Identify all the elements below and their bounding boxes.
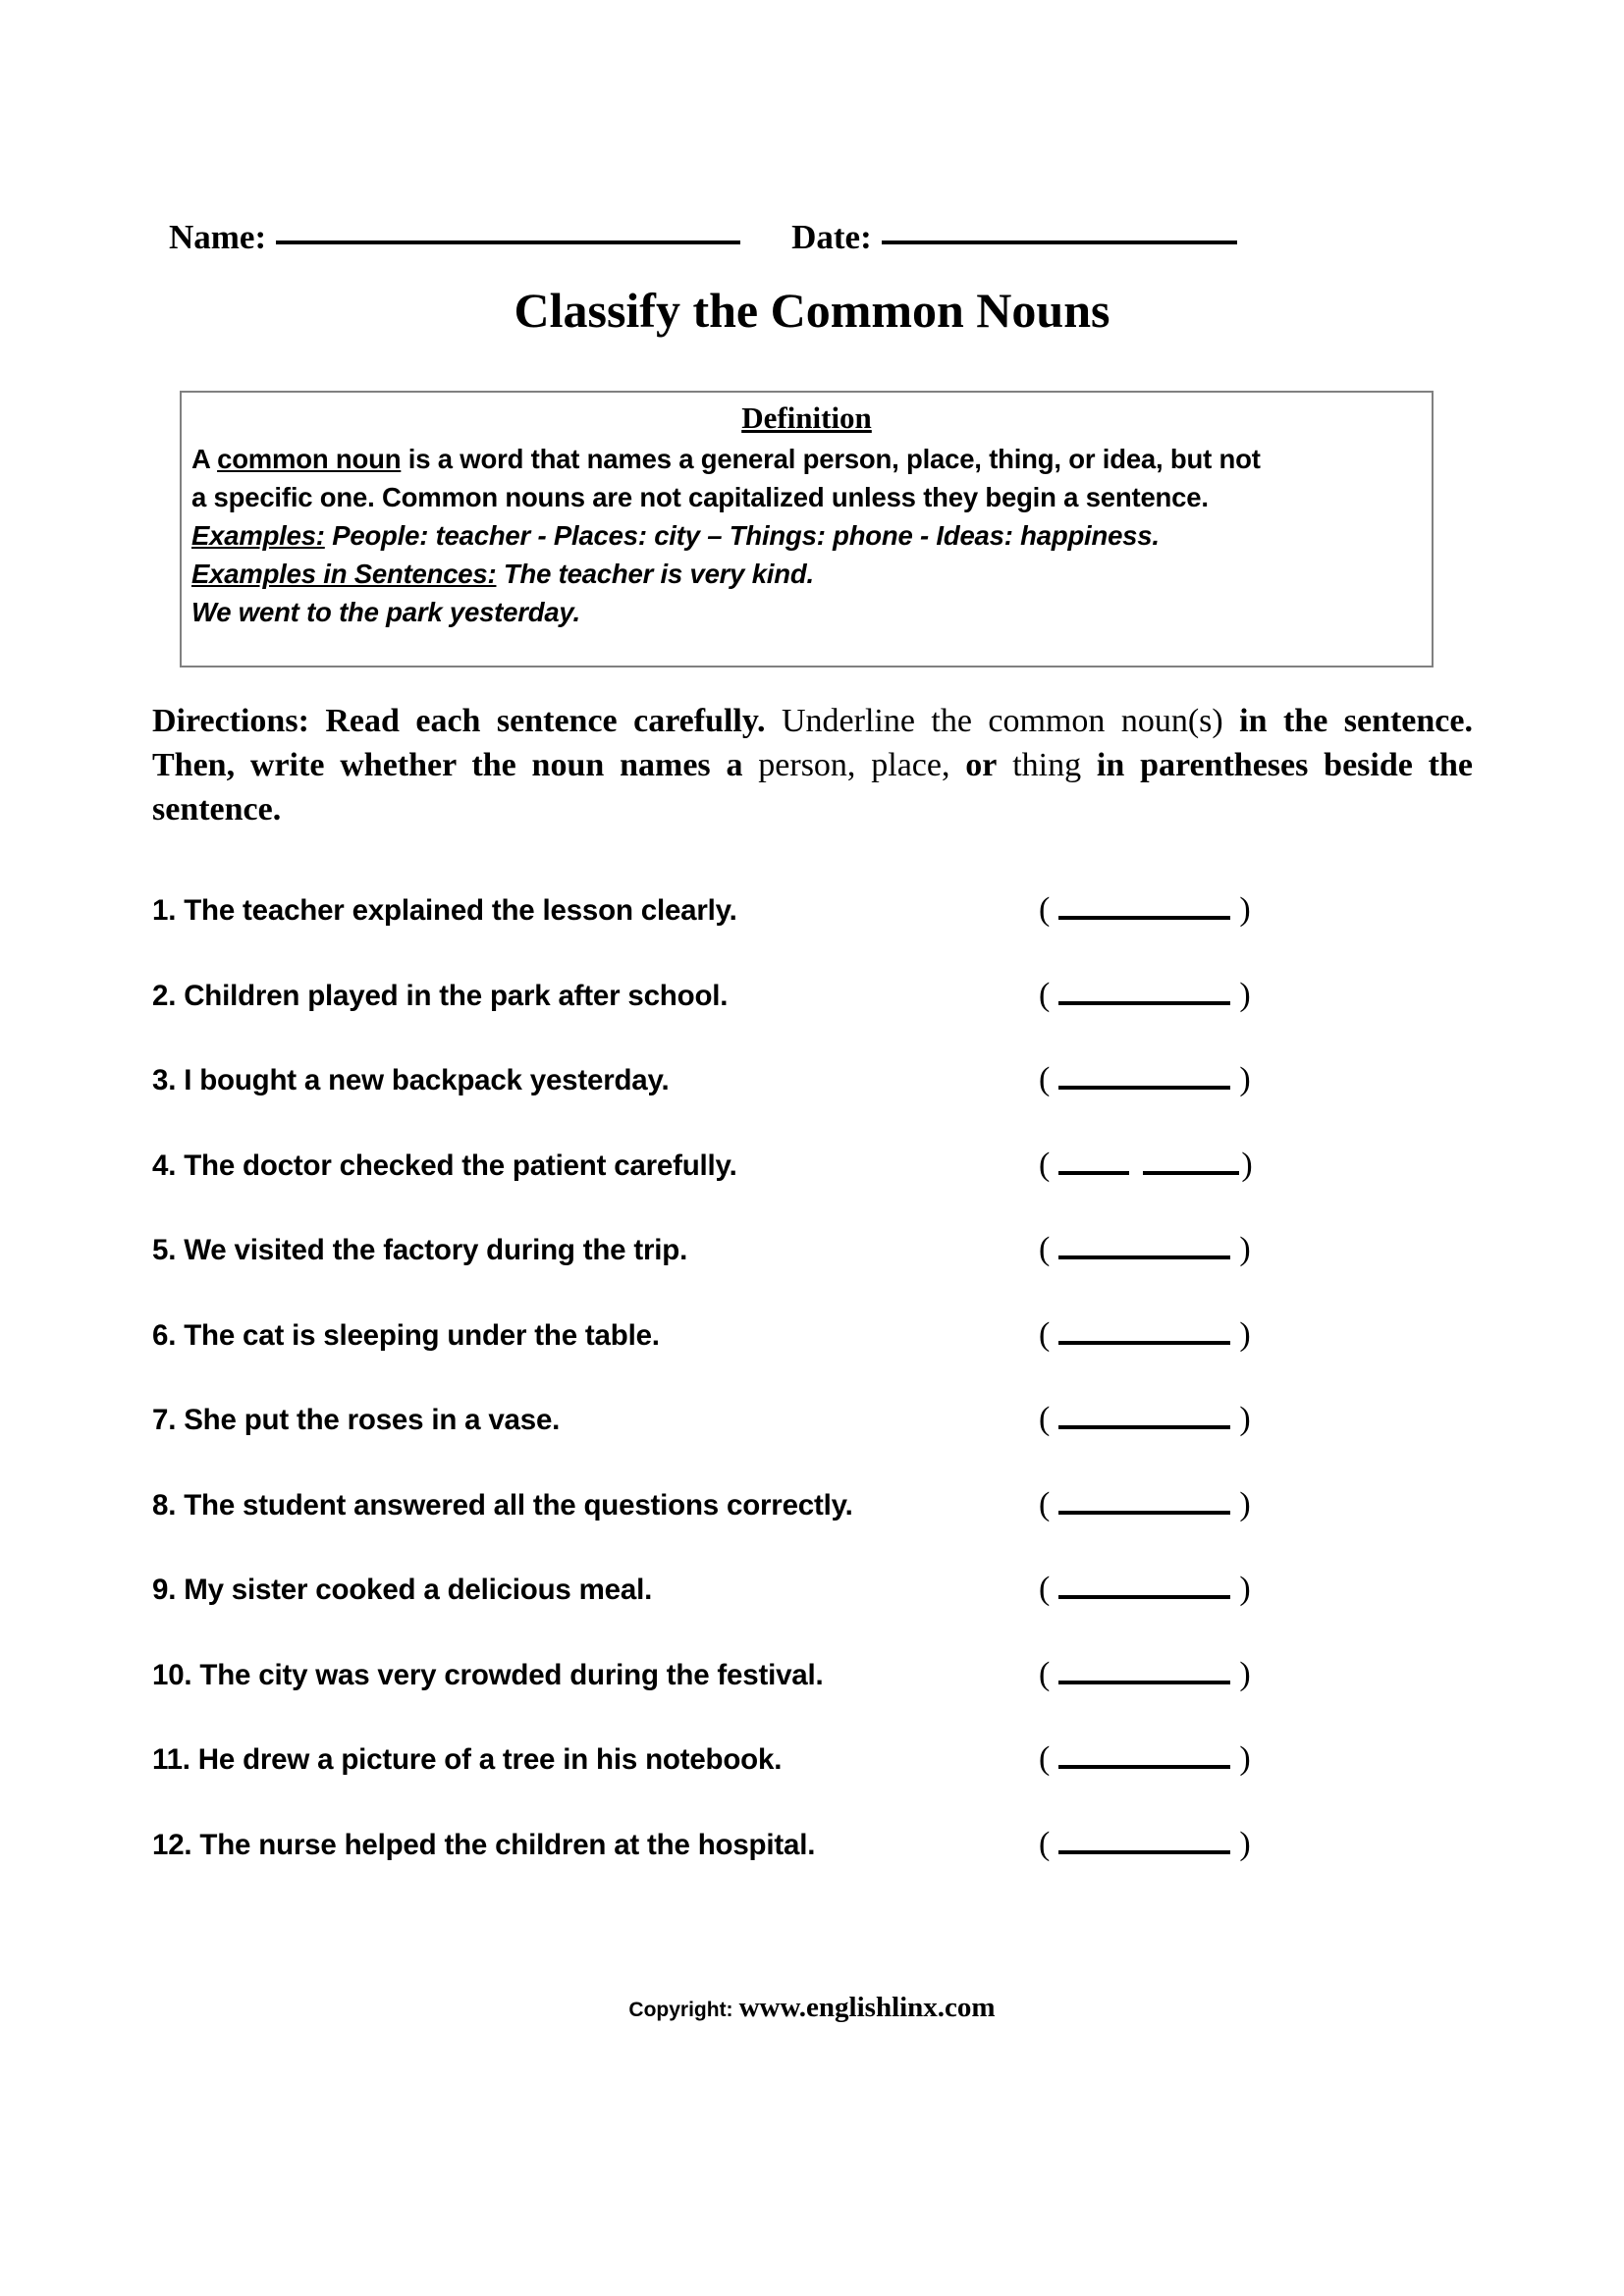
question-row (152, 1571, 1478, 1656)
answer-blank[interactable] (1039, 1316, 1251, 1353)
answer-blank[interactable] (1039, 1740, 1251, 1777)
page-title: Classify the Common Nouns (514, 283, 1110, 338)
answer-blank[interactable] (1039, 1826, 1251, 1862)
definition-line-2: a specific one. Common nouns are not capitalized unless they begin a sentence. (191, 481, 1209, 512)
answer-blank[interactable] (1039, 1486, 1251, 1522)
open-paren: ( (1039, 976, 1051, 1013)
directions-bold-2: in the sentence. Then, write whether the noun names a (152, 703, 1473, 784)
answer-write-line[interactable] (1058, 1741, 1230, 1769)
answer-write-line[interactable] (1058, 978, 1230, 1005)
question-text: 4. The doctor checked the patient carefully. (152, 1148, 737, 1182)
question-text: 11. He drew a picture of a tree in his notebook. (152, 1743, 783, 1776)
copyright-url: www.englishlinx.com (738, 1992, 996, 2023)
examples-text: People: teacher - Places: city – Things: phone - Ideas: happiness. (324, 519, 1160, 551)
definition-heading: Definition (741, 400, 872, 435)
answer-blank[interactable] (1039, 1401, 1251, 1437)
answer-blank[interactable] (1039, 1231, 1251, 1267)
definition-sentences-line (191, 555, 1422, 593)
question-text: 5. We visited the factory during the trip. (152, 1234, 688, 1266)
questions-list (152, 891, 1478, 1910)
question-row (152, 1401, 1478, 1486)
close-paren: ) (1239, 1740, 1251, 1777)
open-paren: ( (1039, 1485, 1051, 1522)
open-paren: ( (1039, 1061, 1051, 1097)
open-paren: ( (1039, 1825, 1051, 1862)
question-row (152, 1231, 1478, 1316)
answer-write-line[interactable] (1058, 1062, 1230, 1090)
directions-bold-3: or (949, 747, 998, 784)
question-row (152, 1740, 1478, 1826)
definition-line1-pre: A (191, 443, 218, 474)
question-text: 8. The student answered all the questions correctly. (152, 1488, 853, 1522)
date-write-line[interactable] (882, 240, 1237, 244)
directions-bold-4: in parentheses beside the sentence. (152, 747, 1473, 828)
question-row (152, 1316, 1478, 1402)
answer-write-line[interactable] (1058, 1402, 1230, 1429)
open-paren: ( (1039, 1740, 1051, 1777)
question-row (152, 1826, 1478, 1911)
directions-regular-3: thing (997, 747, 1082, 784)
question-text: 2. Children played in the park after school. (152, 979, 729, 1012)
close-paren: ) (1239, 976, 1251, 1013)
answer-write-line[interactable] (1143, 1148, 1239, 1175)
directions-regular-1: Underline the common noun(s) (765, 703, 1223, 739)
definition-box (180, 391, 1434, 667)
close-paren: ) (1239, 1231, 1251, 1267)
close-paren: ) (1239, 1401, 1251, 1437)
answer-write-line[interactable] (1058, 1487, 1230, 1515)
answer-write-line[interactable] (1058, 1232, 1230, 1259)
answer-write-line[interactable] (1058, 892, 1230, 920)
answer-blank[interactable] (1039, 1147, 1253, 1183)
open-paren: ( (1039, 1146, 1051, 1183)
answer-blank[interactable] (1039, 891, 1251, 928)
answer-write-line[interactable] (1058, 1317, 1230, 1345)
name-date-row (169, 218, 1445, 257)
answer-write-line[interactable] (1058, 1148, 1129, 1175)
question-row (152, 977, 1478, 1062)
definition-line-1 (191, 440, 1422, 478)
question-row (152, 1147, 1478, 1232)
answer-blank[interactable] (1039, 977, 1251, 1013)
definition-examples-line (191, 516, 1422, 555)
copyright-footer (0, 1992, 1624, 2024)
directions-regular-2: person, place, (742, 747, 950, 784)
open-paren: ( (1039, 1401, 1051, 1437)
close-paren: ) (1239, 1571, 1251, 1607)
close-paren: ) (1239, 1061, 1251, 1097)
answer-blank[interactable] (1039, 1061, 1251, 1097)
answer-write-line[interactable] (1058, 1827, 1230, 1854)
question-row (152, 1061, 1478, 1147)
open-paren: ( (1039, 1655, 1051, 1692)
name-write-line[interactable] (276, 240, 740, 244)
name-label: Name: (169, 218, 267, 256)
question-text: 12. The nurse helped the children at the hospital. (152, 1828, 816, 1861)
definition-line1-post: is a word that names a general person, place, thing, or idea, but not (401, 443, 1261, 474)
definition-body (191, 440, 1422, 631)
directions-paragraph (152, 699, 1473, 832)
question-text: 6. The cat is sleeping under the table. (152, 1318, 660, 1352)
close-paren: ) (1239, 1315, 1251, 1353)
open-paren: ( (1039, 891, 1051, 928)
examples-in-sentences-text: The teacher is very kind. (496, 558, 814, 589)
question-text: 7. She put the roses in a vase. (152, 1404, 561, 1436)
open-paren: ( (1039, 1571, 1051, 1607)
examples-in-sentences-label: Examples in Sentences: (191, 558, 497, 589)
open-paren: ( (1039, 1315, 1051, 1353)
question-row (152, 891, 1478, 977)
question-text: 1. The teacher explained the lesson clearly. (152, 894, 737, 927)
close-paren: ) (1239, 891, 1251, 928)
definition-term: common noun (217, 443, 402, 474)
copyright-label: Copyright: (628, 1999, 733, 2021)
question-text: 3. I bought a new backpack yesterday. (152, 1064, 670, 1096)
question-row (152, 1656, 1478, 1741)
question-text: 9. My sister cooked a delicious meal. (152, 1574, 653, 1606)
answer-write-line[interactable] (1058, 1572, 1230, 1599)
close-paren: ) (1239, 1655, 1251, 1692)
examples-label: Examples: (191, 519, 325, 551)
close-paren: ) (1241, 1146, 1253, 1183)
answer-blank[interactable] (1039, 1656, 1251, 1692)
date-label: Date: (791, 218, 872, 256)
close-paren: ) (1239, 1485, 1251, 1522)
answer-write-line[interactable] (1058, 1657, 1230, 1684)
close-paren: ) (1239, 1825, 1251, 1862)
answer-blank[interactable] (1039, 1571, 1251, 1607)
question-text: 10. The city was very crowded during the festival. (152, 1658, 824, 1691)
question-row (152, 1486, 1478, 1572)
open-paren: ( (1039, 1231, 1051, 1267)
directions-bold-1: Directions: Read each sentence carefully. (152, 703, 766, 739)
definition-sentence-line-2: We went to the park yesterday. (191, 596, 580, 627)
